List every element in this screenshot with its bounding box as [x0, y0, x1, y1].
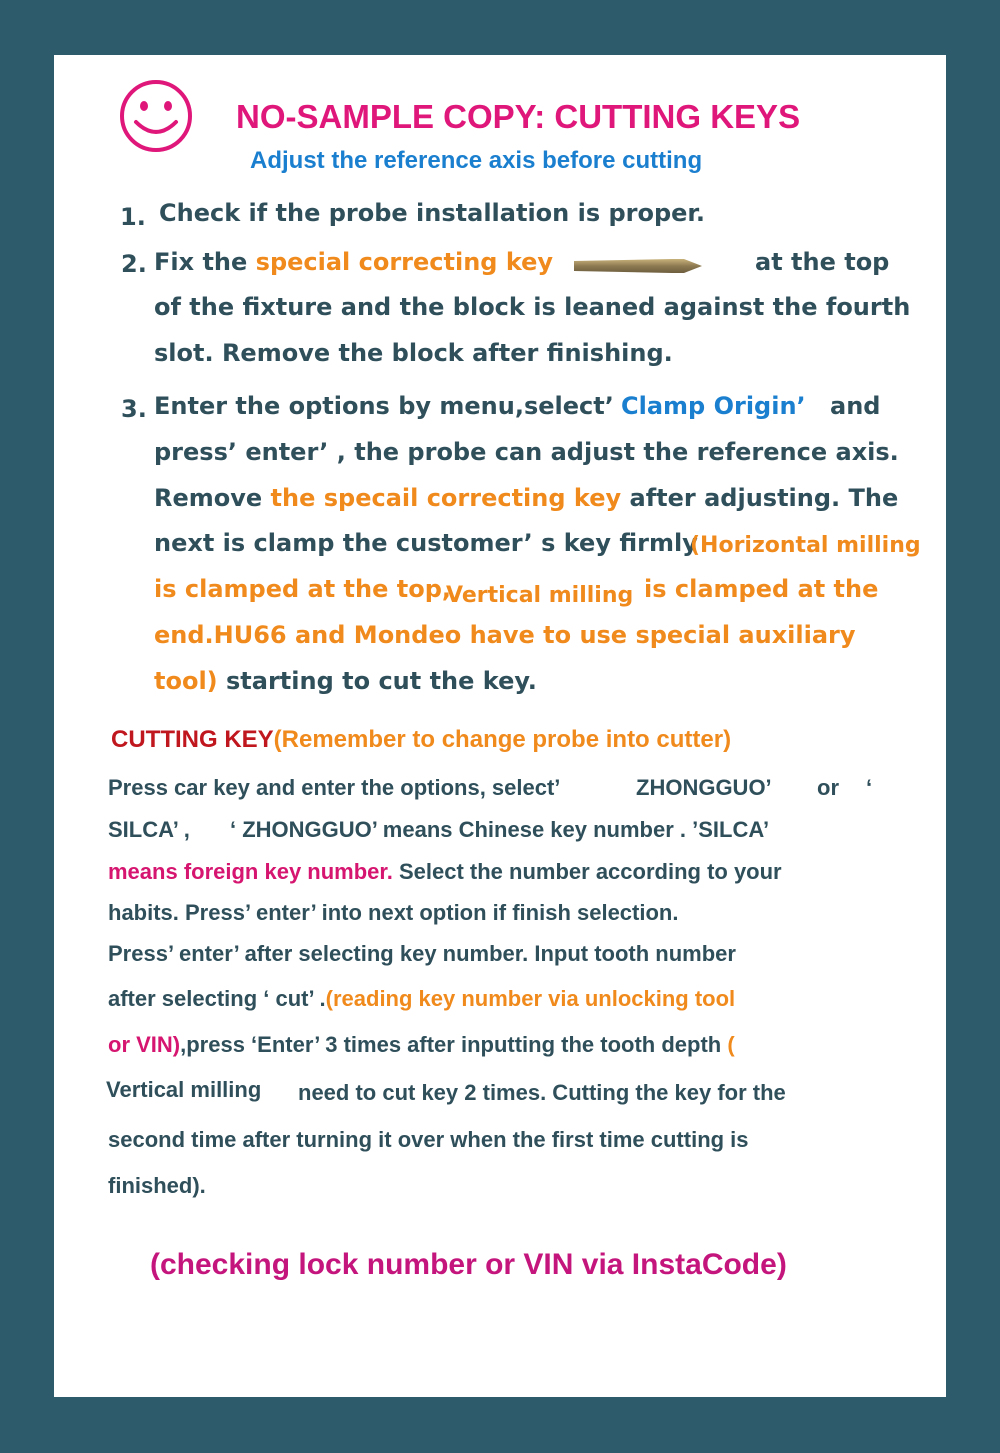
silca-label: SILCA’ ,	[108, 817, 190, 842]
step-2-line-3: slot. Remove the block after finishing.	[154, 339, 673, 367]
or-vin-note: or VIN)	[108, 1032, 181, 1057]
page-title: NO-SAMPLE COPY: CUTTING KEYS	[236, 98, 801, 135]
foreign-key-note: means foreign key number.	[108, 859, 393, 884]
cutting-line-5: Press’ enter’ after selecting key number. Input tooth number	[108, 941, 736, 966]
correcting-key-image	[572, 255, 704, 277]
horizontal-milling-note: (Horizontal milling	[690, 533, 921, 558]
step-2-text-c: at the top	[755, 248, 890, 276]
step-3-text-g: after adjusting. The	[621, 484, 899, 512]
step-3-line-5a: is clamped at the top,	[154, 575, 451, 603]
cutting-line-2b: ‘ ZHONGGUO’ means Chinese key number . ’SILCA’	[230, 817, 770, 842]
step-3-line-7	[154, 667, 537, 695]
cutting-line-1a: Press car key and enter the options, select’	[108, 775, 561, 800]
cutting-line-1c: or	[817, 775, 839, 800]
step-3-text-a: Enter the options by menu,select’	[154, 392, 614, 420]
cutting-line-3	[108, 859, 782, 885]
cutting-line-10: finished).	[108, 1173, 206, 1198]
footer-note: (checking lock number or VIN via InstaCode)	[150, 1248, 787, 1281]
cutting-line-7	[108, 1032, 735, 1058]
cutting-key-heading	[111, 726, 731, 754]
cutting-key-title: CUTTING KEY	[111, 726, 274, 753]
cutting-line-4: habits. Press’ enter’ into next option if finish selection.	[108, 900, 679, 925]
step-3-line-3	[154, 484, 898, 512]
reading-key-note: (reading key number via unlocking tool	[325, 986, 736, 1011]
cutting-line-7b: ,press ‘Enter’ 3 times after inputting the tooth depth	[180, 1032, 728, 1057]
cutting-line-6	[108, 986, 735, 1012]
step-3-line-2: press’ enter’ , the probe can adjust the reference axis.	[154, 438, 899, 466]
step-1-number: 1.	[120, 203, 146, 231]
step-2-line-1	[154, 248, 553, 276]
cutting-line-3b: Select the number according to your	[392, 859, 782, 884]
clamp-origin-label: Clamp Origin’	[621, 392, 806, 420]
step-3-line-5c: is clamped at the	[644, 575, 879, 603]
page-subtitle: Adjust the reference axis before cutting	[250, 147, 703, 174]
step-3-text-o: starting to cut the key.	[217, 667, 537, 695]
step-2-text-a: Fix the	[154, 248, 256, 276]
tool-note: tool)	[154, 667, 218, 695]
cutting-line-1d: ‘	[866, 775, 873, 800]
smiley-face-icon	[118, 78, 194, 154]
cutting-line-9: second time after turning it over when the first time cutting is	[108, 1127, 749, 1152]
step-2-number: 2.	[121, 250, 147, 278]
step-3-line-4: next is clamp the customer’ s key firmly	[154, 529, 698, 557]
cutting-line-8a: Vertical milling	[106, 1077, 262, 1102]
cutting-line-8b: need to cut key 2 times. Cutting the key for the	[298, 1080, 786, 1105]
step-1-text: Check if the probe installation is proper.	[159, 199, 705, 227]
step-3-number: 3.	[121, 395, 147, 423]
zhongguo-label: ZHONGGUO’	[636, 775, 772, 800]
special-correcting-key-label: special correcting key	[255, 248, 554, 276]
cutting-line-7c: (	[727, 1032, 735, 1057]
step-3-text-e: Remove	[154, 484, 271, 512]
step-3-line-6: end.HU66 and Mondeo have to use special auxiliary	[154, 621, 856, 649]
vertical-milling-note: Vertical milling	[446, 583, 634, 608]
step-3-text-c: and	[830, 392, 881, 420]
step-2-line-2: of the fixture and the block is leaned against the fourth	[154, 293, 911, 321]
cutting-line-6a: after selecting ‘ cut’ .	[108, 986, 326, 1011]
cutting-key-note: (Remember to change probe into cutter)	[273, 726, 732, 753]
specail-correcting-key-label: the specail correcting key	[270, 484, 622, 512]
